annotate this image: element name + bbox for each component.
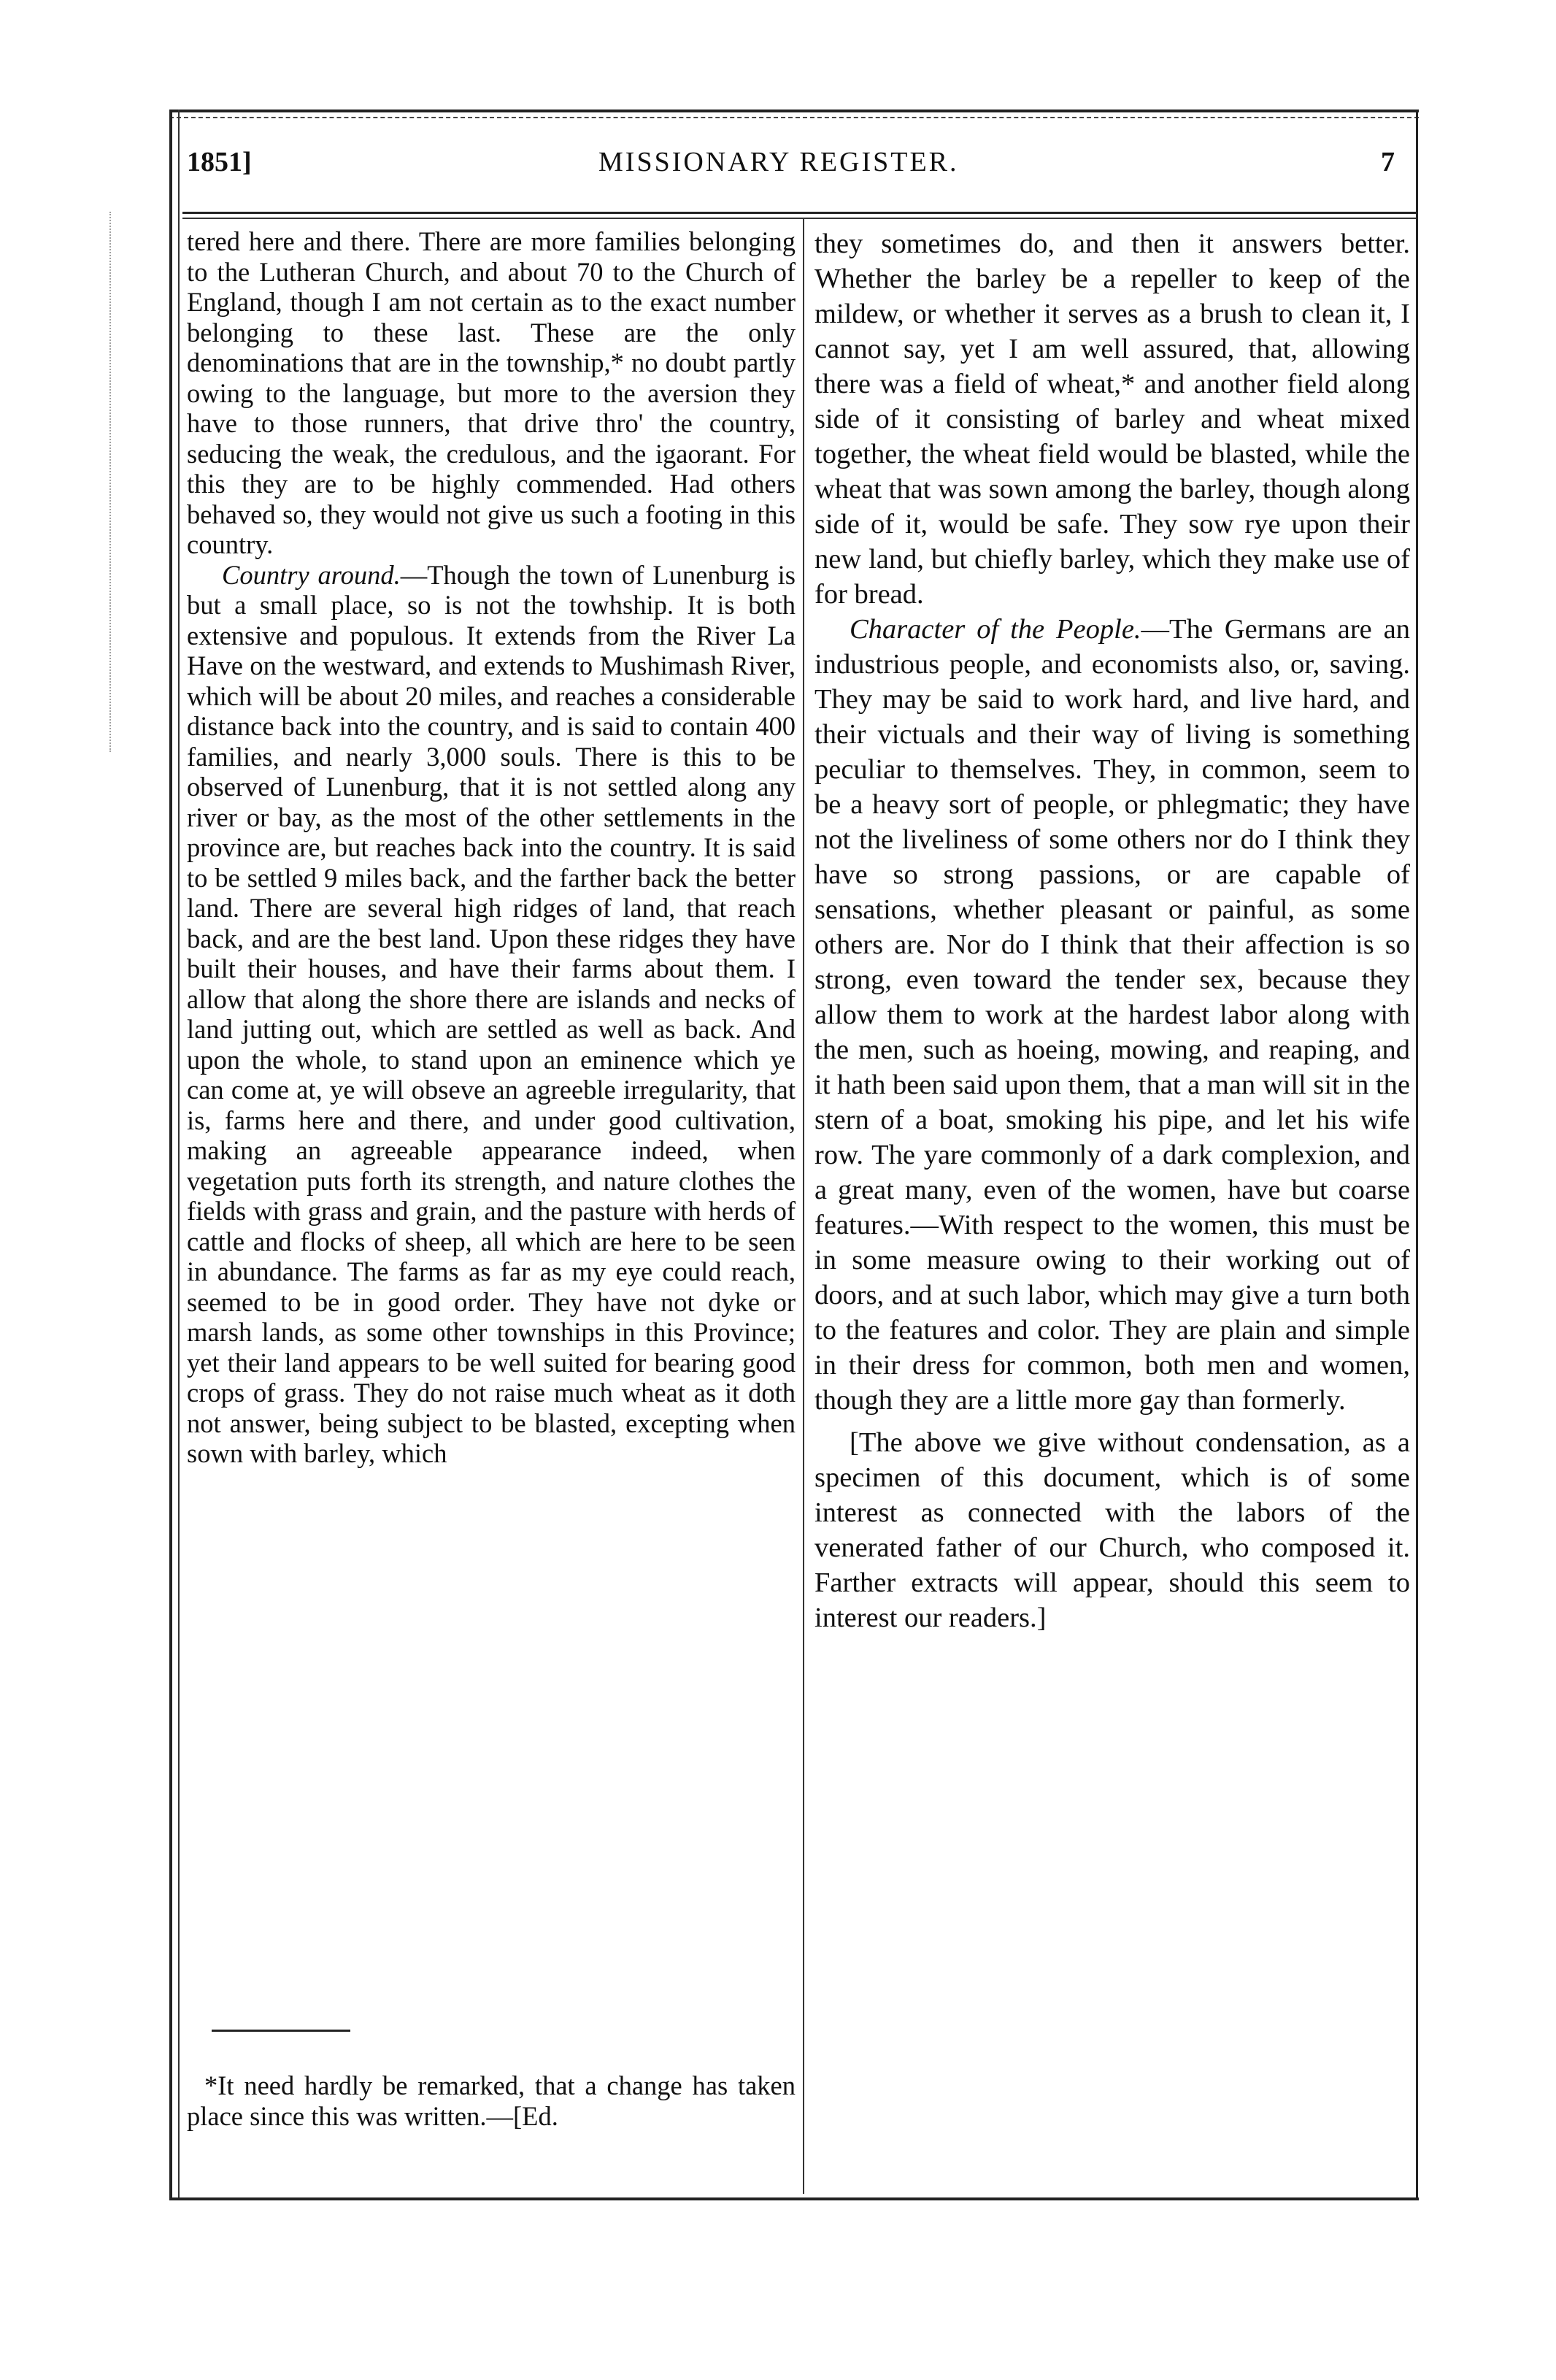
right-column: [814, 226, 1410, 1635]
header-rule-inner: [182, 218, 1416, 219]
right-paragraph-1: they sometimes do, and then it answers better. Whether the barley be a repeller to keep of the mildew, or whether it serves as a brush to clean it, I cannot say, yet I am well assured, that, allowing there was a field of wheat,* and another field along side of it consisting of barley and wheat mixed together, the wheat field would be blasted, while the wheat that was sown among the barley, though along side of it, would be safe. They sow rye upon their new land, but chiefly barley, which they make use of for bread.: [814, 229, 1410, 610]
header-rule: [182, 212, 1416, 214]
left-border-rule-inner: [178, 110, 180, 2197]
margin-stray-marks: [109, 212, 126, 752]
top-border-rule: [169, 110, 1419, 112]
right-paragraph-2-text: —The Germans are an industrious people, and economists also, or, saving. They may be said to work hard, and live hard, and their victuals and their way of living is something peculiar to themselves. They, in common, seem to be a heavy sort of people, or phlegmatic; they have not the liveliness of some others nor do I think they have so strong passions, or are capable of sensations, whether pleasant or painful, as some others are. Nor do I think that their affection is so strong, even toward the tender sex, because they allow them to work at the hardest labor along with the men, such as hoeing, mowing, and reaping, and it hath been said upon them, that a man will sit in the stern of a boat, smoking his pipe, and let his wife row. The yare commonly of a dark complexion, and a great many, even of the women, have but coarse features.—With respect to the women, this must be in some measure owing to their working out of doors, and at such labor, which may give a turn both to the features and color. They are plain and simple in their dress for common, both men and women, though they are a little more gay than formerly.: [814, 614, 1410, 1416]
left-column: [187, 226, 796, 1469]
header-page-number: 7: [1381, 147, 1395, 177]
footnote-rule: [212, 2030, 350, 2032]
column-divider: [803, 219, 804, 2194]
footnote-text: *It need hardly be remarked, that a change has taken place since this was written.—[Ed.: [187, 2070, 796, 2131]
right-paragraph-2: [814, 612, 1410, 1418]
bottom-border-rule: [169, 2197, 1419, 2200]
left-border-rule: [169, 110, 172, 2197]
header-title: MISSIONARY REGISTER.: [598, 147, 959, 177]
left-paragraph-2: [187, 560, 796, 1469]
editor-note: [The above we give without condensation, as a specimen of this document, which is of some interest as connected with the labors of the venerated father of our Church, who composed it. Farther extracts will appear, should this seem to interest our readers.]: [814, 1427, 1410, 1633]
section-heading-character-of-people: Character of the People.: [850, 614, 1141, 645]
left-paragraph-2-text: —Though the town of Lunenburg is but a small place, so is not the towhship. It is both extensive and populous. It extends from the River La Have on the westward, and extends to Mushimash River, which will be about 20 miles, and reaches a considerable distance back into the country, and is said to contain 400 families, and nearly 3,000 souls. There is this to be observed of Lunenburg, that it is not settled along any river or bay, as the most of the other settlements in the province are, but reaches back into the country. It is said to be settled 9 miles back, and the farther back the better land. There are several high ridges of land, that reach back, and are the best land. Upon these ridges they have built their houses, and have their farms about them. I allow that along the shore there are islands and necks of land jutting out, which are settled as well as back. And upon the whole, to stand upon an eminence which ye can come at, ye will obseve an agreeble irregularity, that is, farms here and there, and under good cultivation, making an agreeable appearance indeed, when vegetation puts forth its strength, and nature clothes the fields with grass and grain, and the pasture with herds of cattle and flocks of sheep, all which are here to be seen in abundance. The farms as far as my eye could reach, seemed to be in good order. They have not dyke or marsh lands, as some other townships in this Province; yet their land appears to be well suited for bearing good crops of grass. They do not raise much wheat as it doth not answer, being subject to be blasted, excepting when sown with barley, which: [187, 559, 796, 1468]
section-heading-country-around: Country around.: [222, 559, 401, 590]
right-border-rule: [1416, 110, 1418, 2197]
top-border-rule-inner: [169, 117, 1419, 118]
left-paragraph-1: tered here and there. There are more families belonging to the Lutheran Church, and about 70 to the Church of England, though I am not certain as to the exact number belonging to these last. These are the only denominations that are in the township,* no doubt partly owing to the language, but more to the aversion they have to those runners, that drive thro' the country, seducing the weak, the credulous, and the igaorant. For this they are to be highly commended. Had others behaved so, they would not give us such a footing in this country.: [187, 226, 796, 559]
footnote: [187, 2070, 796, 2131]
header-year: 1851]: [187, 147, 252, 177]
